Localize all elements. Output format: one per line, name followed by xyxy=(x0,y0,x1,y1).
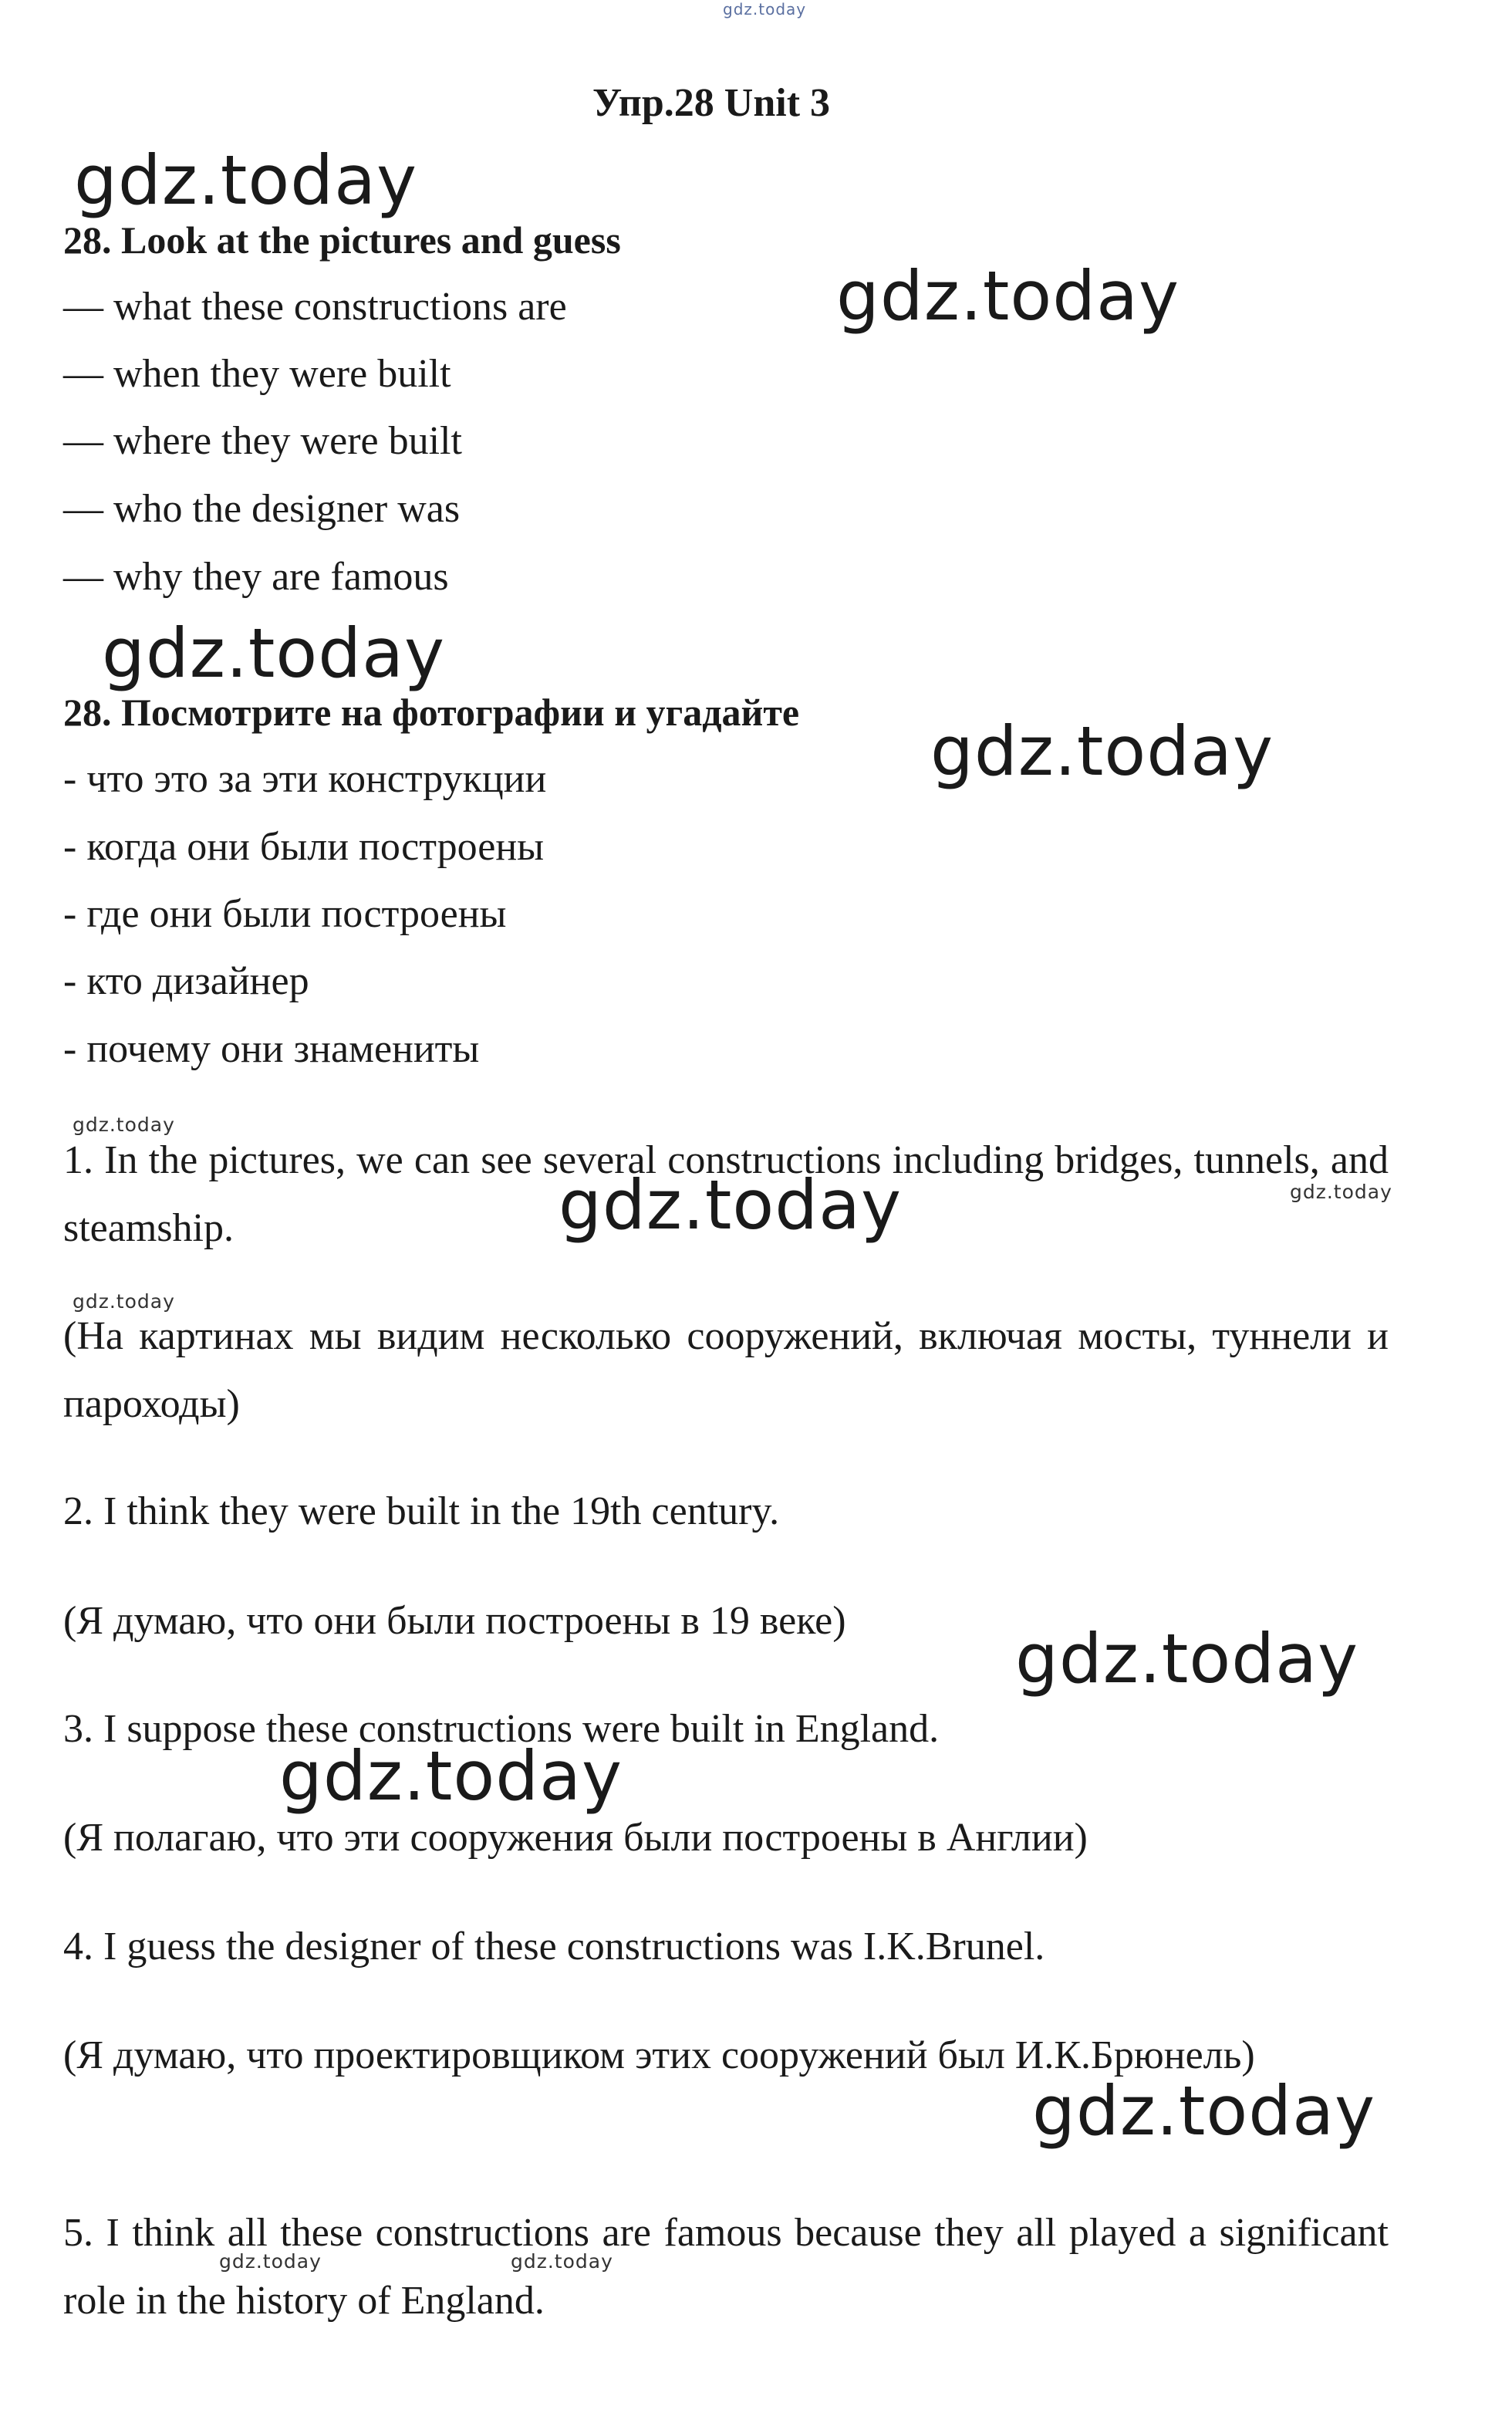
task-item-ru: - почему они знамениты xyxy=(63,1027,480,1071)
task-item-ru: - где они были построены xyxy=(63,892,507,936)
answer-3-ru: (Я полагаю, что эти сооружения были построены в Англии) xyxy=(63,1816,1088,1860)
task-heading-ru: 28. Посмотрите на фотографии и угадайте xyxy=(63,691,800,734)
task-item-ru: - кто дизайнер xyxy=(63,959,309,1003)
watermark: gdz.today xyxy=(836,256,1180,336)
task-item-en: — when they were built xyxy=(63,352,451,396)
watermark: gdz.today xyxy=(73,1290,175,1313)
task-item-ru: - когда они были построены xyxy=(63,825,545,869)
watermark: gdz.today xyxy=(1015,1619,1359,1698)
watermark: gdz.today xyxy=(559,1165,903,1245)
answer-3-en: 3. I suppose these constructions were built in England. xyxy=(63,1707,940,1751)
answer-1-ru: (На картинах мы видим несколько сооружений, включая мосты, туннели и пароходы) xyxy=(63,1314,1389,1426)
answer-4-ru: (Я думаю, что проектировщиком этих сооружений был И.К.Брюнель) xyxy=(63,2033,1255,2077)
watermark: gdz.today xyxy=(219,2250,322,2273)
task-item-en: — who the designer was xyxy=(63,487,461,531)
watermark: gdz.today xyxy=(73,1114,175,1136)
answer-2-en: 2. I think they were built in the 19th century. xyxy=(63,1489,780,1533)
answer-2-ru: (Я думаю, что они были построены в 19 веке) xyxy=(63,1599,846,1643)
task-item-en: — where they were built xyxy=(63,419,462,463)
answer-5-en: 5. I think all these constructions are famous because they all played a significant role in the history of England. xyxy=(63,2211,1389,2323)
watermark: gdz.today xyxy=(1032,2071,1376,2151)
watermark: gdz.today xyxy=(279,1736,623,1816)
watermark: gdz.today xyxy=(1290,1181,1392,1203)
watermark: gdz.today xyxy=(102,613,446,693)
watermark: gdz.today xyxy=(74,140,418,220)
task-item-ru: - что это за эти конструкции xyxy=(63,757,547,801)
answer-4-en: 4. I guess the designer of these constructions was I.K.Brunel. xyxy=(63,1925,1045,1969)
task-heading-en: 28. Look at the pictures and guess xyxy=(63,218,621,262)
answer-1-en: 1. In the pictures, we can see several constructions including bridges, tunnels, and steamship. xyxy=(63,1138,1389,1250)
task-item-en: — why they are famous xyxy=(63,555,449,599)
watermark: gdz.today xyxy=(930,711,1274,791)
task-item-en: — what these constructions are xyxy=(63,285,567,329)
watermark-top: gdz.today xyxy=(723,0,807,19)
watermark: gdz.today xyxy=(511,2250,613,2273)
page-title: Упр.28 Unit 3 xyxy=(592,81,831,125)
